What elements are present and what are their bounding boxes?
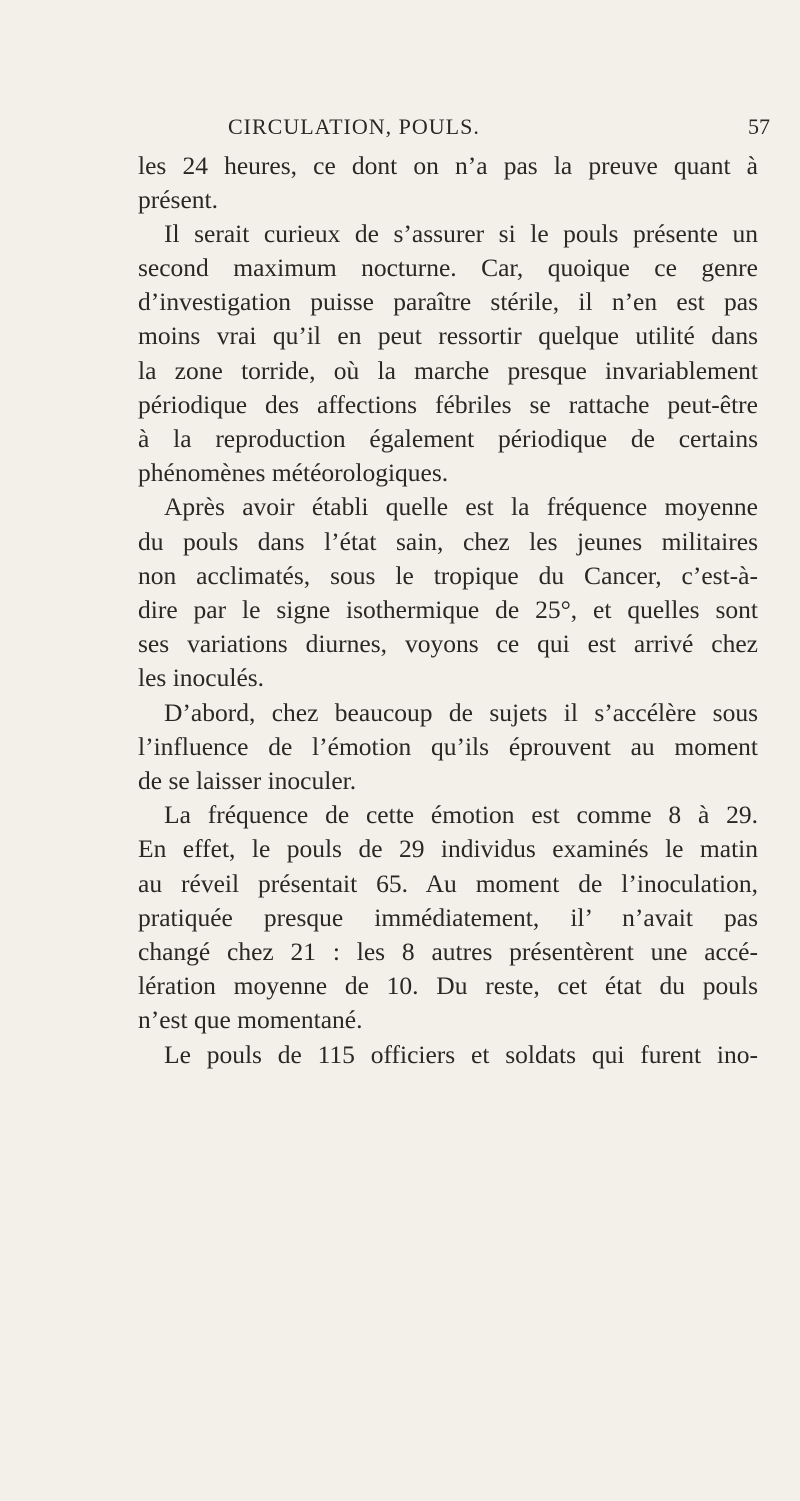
text-line: non acclimatés, sous le tropique du Cancer, c’est-à- (138, 561, 758, 590)
text-line: les inoculés. (138, 663, 265, 692)
text-line: dire par le signe isothermique de 25°, et quelles sont (138, 595, 758, 624)
text-line: moins vrai qu’il en peut ressortir quelque utilité dans (138, 321, 758, 350)
text-line: de se laisser inoculer. (138, 766, 357, 795)
text-line: Après avoir établi quelle est la fréquence moyenne (164, 492, 758, 521)
text-line: n’est que momentané. (138, 1005, 363, 1034)
text-line: second maximum nocturne. Car, quoique ce genre (138, 253, 758, 282)
text-line: du pouls dans l’état sain, chez les jeunes militaires (138, 527, 758, 556)
page-number: 57 (748, 114, 770, 139)
text-line: au réveil présentait 65. Au moment de l’inoculation, (138, 869, 758, 898)
text-line: phénomènes météorologiques. (138, 458, 449, 487)
text-line: périodique des affections fébriles se rattache peut-être (138, 390, 758, 419)
text-line: pratiquée presque immédiatement, il’ n’avait pas (138, 903, 758, 932)
text-line: lération moyenne de 10. Du reste, cet état du pouls (138, 971, 758, 1000)
text-line: En effet, le pouls de 29 individus examinés le matin (138, 834, 758, 863)
running-title: CIRCULATION, POULS. (228, 114, 480, 139)
text-line: Il serait curieux de s’assurer si le pouls présente un (164, 219, 758, 248)
running-head (0, 114, 800, 144)
text-line: les 24 heures, ce dont on n’a pas la preuve quant à (138, 151, 758, 180)
text-line: Le pouls de 115 officiers et soldats qui furent ino- (164, 1040, 758, 1069)
text-line: La fréquence de cette émotion est comme 8 à 29. (164, 800, 758, 829)
text-line: d’investigation puisse paraître stérile, il n’en est pas (138, 287, 758, 316)
text-line: ses variations diurnes, voyons ce qui est arrivé chez (138, 629, 758, 658)
text-line: la zone torride, où la marche presque invariablement (138, 356, 758, 385)
text-line: à la reproduction également périodique de certains (138, 424, 758, 453)
text-line: l’influence de l’émotion qu’ils éprouvent au moment (138, 732, 758, 761)
text-line: changé chez 21 : les 8 autres présentèrent une accé- (138, 937, 758, 966)
text-line: D’abord, chez beaucoup de sujets il s’accélère sous (164, 698, 758, 727)
text-line: présent. (138, 185, 219, 214)
